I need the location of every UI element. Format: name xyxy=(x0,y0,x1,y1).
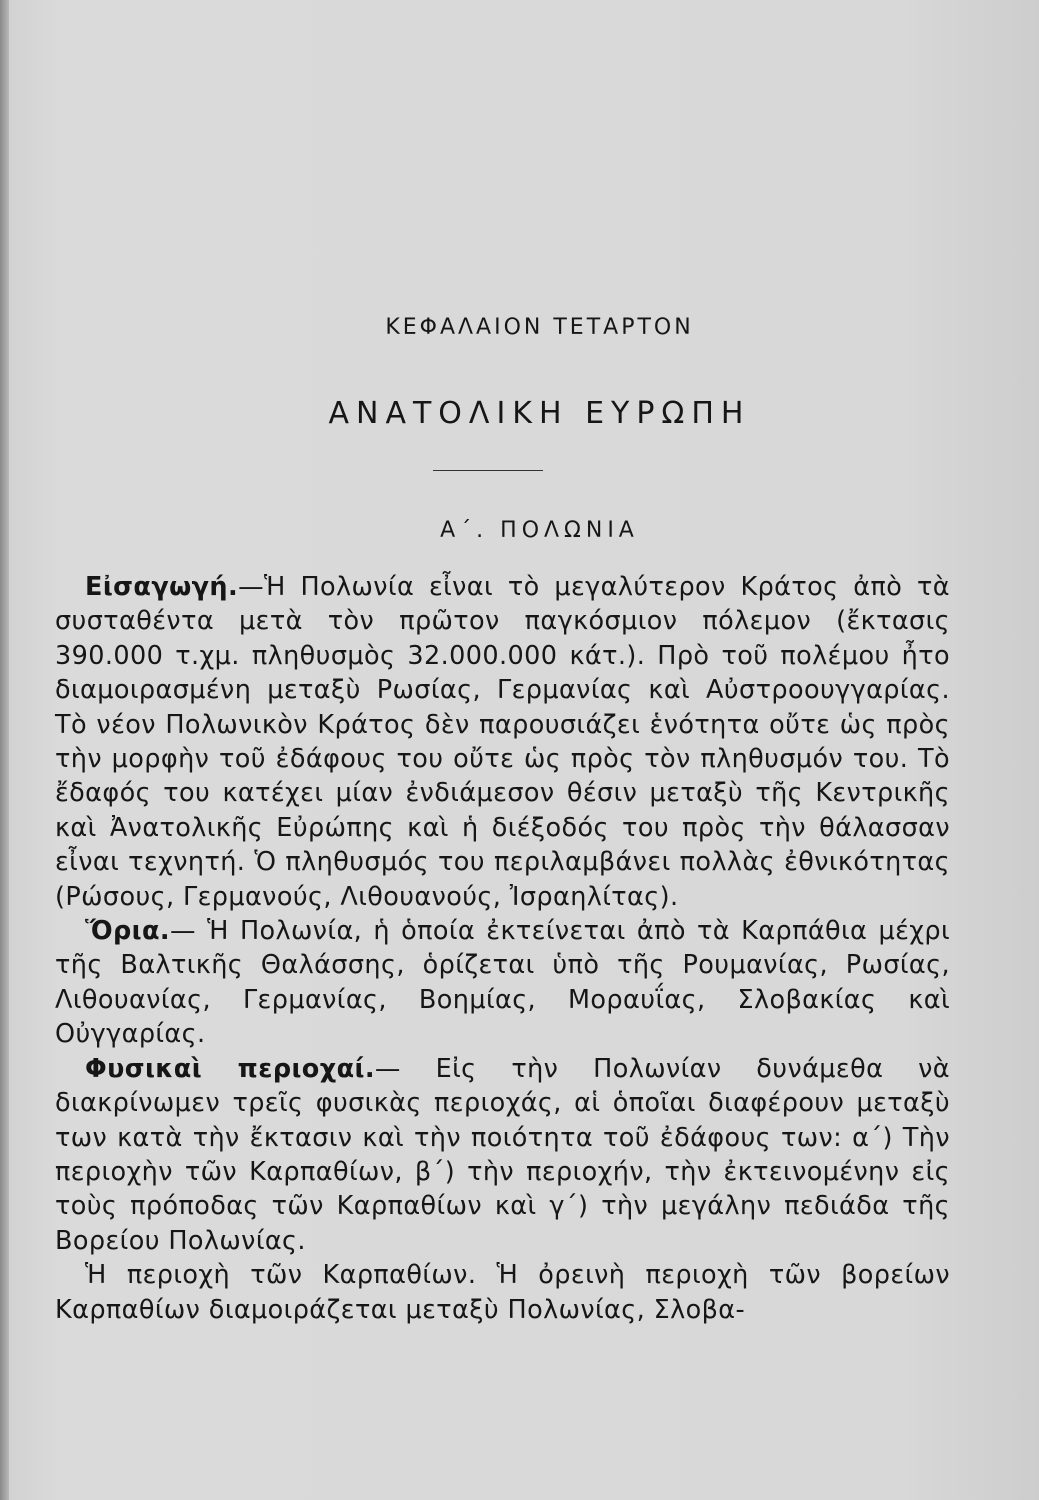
paragraph-text: Ἡ ὀρεινὴ περιοχὴ τῶν βορείων Καρπαθίων διαμοιράζεται μεταξὺ Πολωνίας, Σλοβα- xyxy=(55,1260,950,1325)
paragraph-carpathians xyxy=(55,1258,950,1327)
paragraph-text: —Ἡ Πολωνία εἶναι τὸ μεγαλύτερον Κράτος ἀπὸ τὰ συσταθέντα μετὰ τὸν πρῶτον παγκόσμιον πόλεμον (ἔκτασις 390.000 τ.χμ. πληθυσμὸς 32.000.000 κάτ.). Πρὸ τοῦ πολέμου ἦτο διαμοιρασμένη μεταξὺ Ρωσίας, Γερμανίας καὶ Αὐστροουγγαρίας. Τὸ νέον Πολωνικὸν Κράτος δὲν παρουσιάζει ἑνότητα οὔτε ὡς πρὸς τὴν μορφὴν τοῦ ἐδάφους του οὔτε ὡς πρὸς τὸν πληθυσμόν του. Τὸ ἔδαφός του κατέχει μίαν ἐνδιάμεσον θέσιν μεταξὺ τῆς Κεντρικῆς καὶ Ἀνατολικῆς Εὐρώπης καὶ ἡ διέξοδός του πρὸς τὴν θάλασσαν εἶναι τεχνητή. Ὁ πληθυσμός του περιλαμβάνει πολλὰς ἐθνικότητας (Ρώσους, Γερμανούς, Λιθουανούς, Ἰσραηλίτας). xyxy=(55,572,950,912)
region-title: ΑΝΑΤΟΛΙΚΗ ΕΥΡΩΠΗ xyxy=(328,396,751,431)
paragraph-text: — Ἡ Πολωνία, ἡ ὁποία ἐκτείνεται ἀπὸ τὰ Καρπάθια μέχρι τῆς Βαλτικῆς Θαλάσσης, ὁρίζεται ὑπὸ τῆς Ρουμανίας, Ρωσίας, Λιθουανίας, Γερμανίας, Βοημίας, Μοραυΐας, Σλοβακίας καὶ Οὐγγαρίας. xyxy=(55,916,950,1050)
body-text xyxy=(55,570,950,1327)
paragraph-heading: Εἰσαγωγή. xyxy=(85,572,239,602)
chapter-title: ΚΕΦΑΛΑΙΟΝ ΤΕΤΑΡΤΟΝ xyxy=(385,315,694,340)
paragraph-heading: Φυσικαὶ περιοχαί. xyxy=(85,1053,375,1084)
paragraph-borders xyxy=(55,914,950,1052)
paragraph-natural-regions xyxy=(55,1052,950,1258)
title-divider xyxy=(433,470,543,471)
paragraph-heading: Ὅρια. xyxy=(85,916,170,947)
paragraph-heading: Ἡ περιοχὴ τῶν Καρπαθίων. xyxy=(85,1260,477,1291)
paragraph-text: — Εἰς τὴν Πολωνίαν δυνάμεθα νὰ διακρίνωμεν τρεῖς φυσικὰς περιοχάς, αἱ ὁποῖαι διαφέρουν μεταξὺ των κατὰ τὴν ἔκτασιν καὶ τὴν ποιότητα τοῦ ἐδάφους των: α΄) Τὴν περιοχὴν τῶν Καρπαθίων, β΄) τὴν περιοχήν, τὴν ἐκτεινομένην εἰς τοὺς πρόποδας τῶν Καρπαθίων καὶ γ΄) τὴν μεγάλην πεδιάδα τῆς Βορείου Πολωνίας. xyxy=(55,1053,950,1256)
paragraph-introduction xyxy=(55,570,950,914)
section-title: Α΄. ΠΟΛΩΝΙΑ xyxy=(440,518,639,543)
page-gutter-shadow xyxy=(0,0,9,1500)
